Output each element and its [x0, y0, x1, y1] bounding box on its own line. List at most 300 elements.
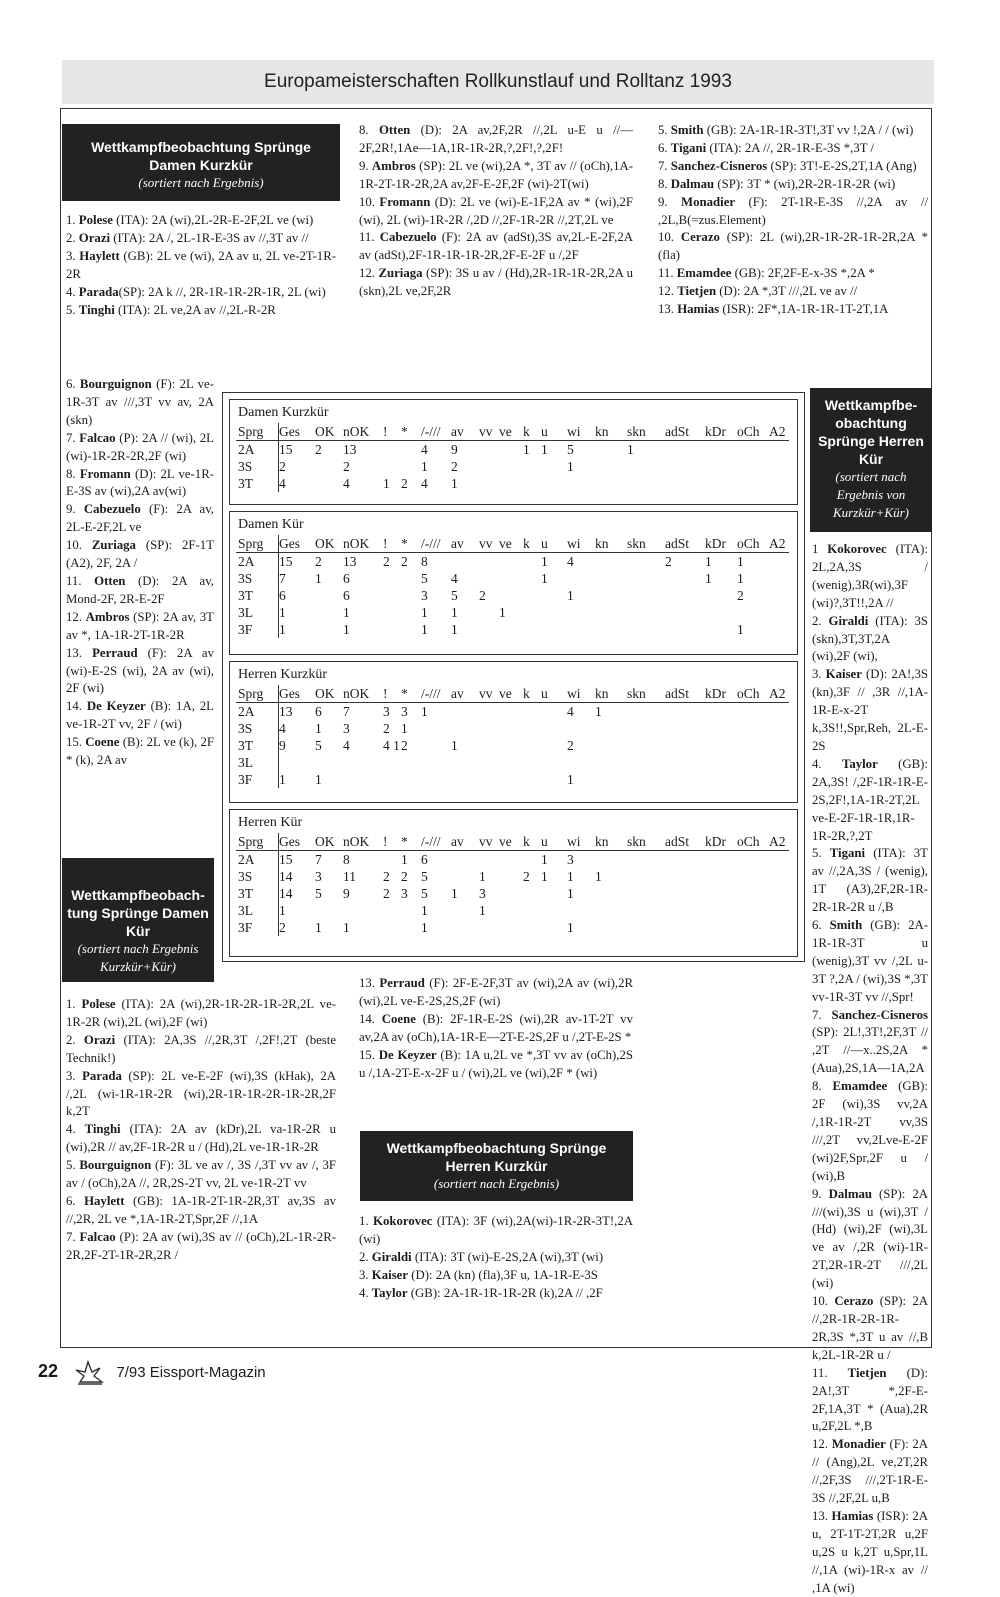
table-cell: 3L: [236, 902, 279, 919]
table-cell: 2A: [236, 851, 279, 869]
result-entry: 11. Tietjen (D): 2A!,3T *,2F-E-2F,1A,3T * (Aua),2R u,2F,2L *,B: [812, 1365, 928, 1434]
box-subtitle: (sortiert nach Ergebnis): [433, 1176, 560, 1191]
table-cell: [665, 587, 705, 604]
table-cell: [627, 604, 665, 621]
table-cell: [401, 604, 421, 621]
table-cell: [627, 737, 665, 754]
table-cell: [401, 754, 421, 771]
table-title: Herren Kurzkür: [238, 667, 328, 682]
table-title: Herren Kür: [238, 815, 303, 830]
column-header: !: [383, 833, 401, 851]
table-cell: 1: [315, 772, 322, 787]
table-cell: [541, 771, 567, 788]
table-cell: [499, 458, 523, 475]
competitor-name: Perraud: [92, 645, 138, 660]
table-cell: [523, 919, 541, 936]
table-cell: [523, 720, 541, 737]
column-header: u: [541, 833, 567, 851]
table-cell: [541, 458, 567, 475]
table-cell: [705, 604, 737, 621]
table-row: [236, 771, 789, 788]
table-cell: [479, 720, 499, 737]
result-entry: 2. Giraldi (ITA): 3S (skn),3T,3T,2A (wi),2F (wi),: [812, 613, 929, 664]
table-cell: 2: [451, 459, 458, 474]
table-cell: [541, 720, 567, 737]
stats-table: [236, 685, 789, 788]
column-header: wi: [567, 685, 595, 703]
table-cell: [627, 771, 665, 788]
competitor-name: Ambros: [85, 609, 130, 624]
table-cell: 13: [343, 442, 357, 457]
table-cell: 2: [343, 459, 350, 474]
table-cell: 2: [523, 869, 530, 884]
competitor-name: Sanchez-Cisneros: [670, 158, 768, 173]
table-cell: [705, 885, 737, 902]
result-entry: 12. Monadier (F): 2A // (Ang),2L ve,2T,2R //,2F,3S ///,2T-1R-E-3S //,2F,2L u,B: [812, 1437, 929, 1506]
competitor-name: Bourguignon: [79, 377, 152, 391]
table-cell: 2: [401, 869, 408, 884]
column-header: nOK: [343, 535, 383, 553]
column-header: *: [401, 685, 421, 703]
table-cell: 1: [279, 903, 286, 918]
column-header: /-///: [421, 535, 451, 553]
table-cell: 1: [383, 476, 390, 491]
table-cell: [421, 771, 451, 788]
competitor-name: Kaiser: [371, 1267, 409, 1282]
column-header: skn: [627, 423, 665, 441]
table-cell: [383, 902, 401, 919]
competitor-name: Haylett: [79, 248, 120, 263]
table-cell: [769, 475, 789, 492]
table-row: [236, 851, 789, 869]
table-cell: [315, 754, 343, 771]
stats-table-block: [229, 399, 798, 505]
result-entry: 9. Dalmau (SP): 2A ///(wi),3S u (wi),3T / (Hd) (wi),2F (wi),3L ve av /,2R (wi)-1R-2T,2R-1R-2T ///,2L (wi): [812, 1186, 928, 1291]
result-entry: 10. Cerazo (SP): 2L (wi),2R-1R-2R-1R-2R,2A * (fla): [658, 230, 928, 263]
table-cell: 1: [567, 772, 574, 787]
table-cell: 3: [315, 869, 322, 884]
col3a: [658, 122, 928, 319]
table-cell: [737, 919, 769, 936]
table-cell: [523, 458, 541, 475]
result-entry: 10. Cerazo (SP): 2A //,2R-1R-2R-1R-2R,3S *,3T u av //,B k,2L-1R-2R u /: [812, 1294, 928, 1362]
table-title: Damen Kurzkür: [238, 405, 329, 420]
competitor-name: Emamdee: [832, 1079, 888, 1094]
table-cell: 3S: [236, 458, 279, 475]
table-cell: [737, 604, 769, 621]
table-cell: [479, 851, 499, 869]
table-cell: [769, 754, 789, 771]
column-header: ve: [499, 685, 523, 703]
table-cell: 3S: [236, 720, 279, 737]
table-cell: [383, 587, 401, 604]
competitor-name: Otten: [378, 123, 411, 137]
column-header: kn: [595, 685, 627, 703]
table-cell: 6: [343, 571, 350, 586]
table-cell: [705, 919, 737, 936]
column-header: av: [451, 833, 479, 851]
result-entry: 5. Smith (GB): 2A-1R-1R-3T!,3T vv !,2A / / (wi): [658, 123, 914, 137]
result-entry: 1 Kokorovec (ITA): 2L,2A,3S / (wenig),3R(wi),3F (wi)?,3T!!,2A //: [812, 542, 928, 610]
table-cell: 2: [279, 459, 286, 474]
table-cell: [627, 868, 665, 885]
table-cell: [541, 902, 567, 919]
table-cell: 3: [479, 886, 486, 901]
table-cell: [705, 621, 737, 638]
result-entry: 6. Smith (GB): 2A-1R-1R-3T u (wenig),3T vv /,2L u-3T ?,2A / (wi),3S *,3T vv-1R-3T vv //,Spr!: [812, 918, 929, 1004]
table-cell: [705, 458, 737, 475]
table-cell: [665, 458, 705, 475]
table-cell: [451, 771, 479, 788]
table-cell: [541, 587, 567, 604]
table-cell: [523, 621, 541, 638]
column-header: nOK: [343, 423, 383, 441]
result-entry: 13. Hamias (ISR): 2F*,1A-1R-1R-1T-2T,1A: [658, 302, 889, 317]
table-cell: 1: [451, 738, 458, 753]
table-cell: 1: [627, 442, 634, 457]
table-cell: 2A: [236, 553, 279, 571]
table-cell: [541, 754, 567, 771]
table-cell: 2: [383, 886, 390, 901]
table-cell: [705, 851, 737, 869]
table-cell: [567, 621, 595, 638]
table-cell: [499, 587, 523, 604]
table-cell: [401, 458, 421, 475]
table-cell: [523, 737, 541, 754]
table-cell: [523, 475, 541, 492]
table-cell: [421, 720, 451, 737]
jump-statistics-panel: [222, 392, 805, 962]
table-cell: [595, 754, 627, 771]
column-header: vv: [479, 833, 499, 851]
table-cell: 6: [421, 852, 428, 867]
result-entry: 11. Otten (D): 2A av, Mond-2F, 2R-E-2F: [66, 573, 214, 606]
table-cell: [479, 570, 499, 587]
table-cell: 3: [401, 704, 408, 719]
table-cell: 3F: [236, 919, 279, 936]
table-cell: [737, 737, 769, 754]
table-cell: [627, 720, 665, 737]
table-cell: 13: [279, 704, 293, 719]
table-cell: 3T: [236, 737, 279, 754]
result-entry: 2. Orazi (ITA): 2A,3S //,2R,3T /,2F!,2T (beste Technik!): [66, 1032, 337, 1065]
table-row: [236, 703, 789, 721]
table-cell: [499, 851, 523, 869]
competitor-name: Orazi: [83, 1032, 116, 1047]
table-cell: 1: [541, 442, 548, 457]
competitor-name: Taylor: [371, 1285, 408, 1300]
table-cell: 1: [451, 622, 458, 637]
column-header: Sprg: [236, 423, 279, 441]
table-cell: [705, 737, 737, 754]
table-cell: [665, 737, 705, 754]
table-cell: [499, 754, 523, 771]
table-cell: 1: [567, 869, 574, 884]
table-cell: [595, 851, 627, 869]
table-cell: [451, 868, 479, 885]
result-entry: 3. Parada (SP): 2L ve-E-2F (wi),3S (kHak), 2A /,2L (wi-1R-1R-2R (wi),2R-1R-1R-2R-1R-2R,2F k,2T: [66, 1068, 337, 1119]
table-cell: [769, 720, 789, 737]
column-header: OK: [315, 833, 343, 851]
column-header: ve: [499, 833, 523, 851]
table-cell: [523, 771, 541, 788]
table-cell: [737, 851, 769, 869]
table-cell: [627, 754, 665, 771]
table-cell: 2: [665, 554, 672, 569]
result-entry: 8. Dalmau (SP): 3T * (wi),2R-2R-1R-2R (wi): [658, 176, 896, 191]
table-cell: [627, 587, 665, 604]
competitor-name: Zuriaga: [378, 266, 423, 281]
table-cell: [769, 771, 789, 788]
table-cell: [705, 754, 737, 771]
table-cell: [479, 771, 499, 788]
result-entry: 5. Tinghi (ITA): 2L ve,2A av //,2L-R-2R: [66, 302, 276, 317]
column-header: av: [451, 423, 479, 441]
table-cell: [479, 475, 499, 492]
result-entry: 4. Taylor (GB): 2A,3S! /,2F-1R-1R-E-2S,2F!,1A-1R-2T,2L ve-E-2F-1R-1R,1R-1R-2R,?,2T: [812, 756, 928, 843]
competitor-name: Hamias: [831, 1508, 874, 1523]
table-row: [236, 754, 789, 771]
table-cell: [523, 604, 541, 621]
table-cell: [315, 604, 343, 621]
column-header: adSt: [665, 685, 705, 703]
table-cell: 15: [279, 852, 293, 867]
table-cell: 1: [315, 571, 322, 586]
competitor-name: Otten: [94, 573, 126, 588]
table-cell: 3: [401, 886, 408, 901]
table-cell: [737, 720, 769, 737]
table-cell: [769, 621, 789, 638]
table-cell: 2A: [236, 441, 279, 459]
box-damen-kurzkuer: [62, 124, 340, 201]
table-cell: 3F: [236, 621, 279, 638]
column-header: A2: [769, 423, 789, 441]
table-cell: 2: [315, 554, 322, 569]
column-header: skn: [627, 535, 665, 553]
table-cell: [479, 703, 499, 721]
column-header: kDr: [705, 535, 737, 553]
table-cell: [595, 570, 627, 587]
column-header: Sprg: [236, 535, 279, 553]
table-row: [236, 458, 789, 475]
competitor-name: Parada: [78, 284, 119, 299]
table-cell: [421, 754, 451, 771]
table-row: [236, 604, 789, 621]
column-header: k: [523, 535, 541, 553]
table-cell: [769, 553, 789, 571]
column-header: A2: [769, 685, 789, 703]
result-entry: 1. Kokorovec (ITA): 3F (wi),2A(wi)-1R-2R-3T!,2A (wi): [359, 1214, 634, 1246]
competitor-name: Falcao: [79, 430, 116, 445]
table-cell: [479, 737, 499, 754]
result-entry: 11. Emamdee (GB): 2F,2F-E-x-3S *,2A *: [658, 266, 875, 281]
table-cell: 3L: [236, 754, 279, 771]
column-header: Ges: [279, 423, 316, 441]
table-cell: 1: [421, 622, 428, 637]
table-cell: 1: [421, 459, 428, 474]
table-cell: 3: [383, 704, 390, 719]
column-header: *: [401, 833, 421, 851]
table-cell: 1: [567, 588, 574, 603]
table-cell: [343, 902, 383, 919]
col2c: [359, 1213, 633, 1303]
column-header: wi: [567, 535, 595, 553]
table-cell: [705, 720, 737, 737]
stats-table: [236, 423, 789, 492]
table-cell: [737, 902, 769, 919]
table-cell: [769, 902, 789, 919]
table-cell: [383, 458, 401, 475]
competitor-name: Falcao: [79, 1229, 116, 1244]
col1b: [66, 376, 214, 770]
column-header: nOK: [343, 833, 383, 851]
column-header: !: [383, 423, 401, 441]
table-cell: [343, 754, 383, 771]
table-cell: 6: [343, 588, 350, 603]
column-header: skn: [627, 685, 665, 703]
column-header: kn: [595, 423, 627, 441]
table-cell: 1: [279, 772, 286, 787]
table-row: [236, 553, 789, 571]
box-herren-kuer: [810, 388, 932, 532]
column-header: !: [383, 685, 401, 703]
table-cell: [541, 885, 567, 902]
table-row: [236, 868, 789, 885]
table-cell: 2A: [236, 703, 279, 721]
table-row: [236, 737, 789, 754]
result-entry: 2. Orazi (ITA): 2A /, 2L-1R-E-3S av //,3T av //: [66, 230, 309, 245]
table-cell: [737, 754, 769, 771]
competitor-name: Orazi: [78, 230, 111, 245]
result-entry: 10. Fromann (D): 2L ve (wi)-E-1F,2A av * (wi),2F (wi), 2L (wi)-1R-2R /,2D //,2F-1R-2R //,2T,2L ve: [359, 194, 633, 227]
table-cell: 15: [279, 442, 293, 457]
competitor-name: Cerazo: [680, 230, 720, 245]
table-cell: [567, 570, 595, 587]
table-cell: [401, 441, 421, 459]
table-row: [236, 475, 789, 492]
column-header: !: [383, 535, 401, 553]
result-entry: 11. Cabezuelo (F): 2A av (adSt),3S av,2L-E-2F,2A av (adSt),2F-1R-1R-1R-2R,2F-E-2F u /,2F: [359, 230, 633, 263]
result-entry: 1. Polese (ITA): 2A (wi),2R-1R-2R-1R-2R,2L ve-1R-2R (wi),2L (wi),2F (wi): [66, 997, 337, 1029]
result-entry: 7. Falcao (P): 2A // (wi), 2L (wi)-1R-2R-2R,2F (wi): [66, 430, 214, 463]
table-cell: 8: [421, 554, 428, 569]
result-entry: 3. Kaiser (D): 2A (kn) (fla),3F u, 1A-1R-E-3S: [359, 1267, 598, 1282]
table-cell: 4: [421, 442, 428, 457]
table-cell: [737, 475, 769, 492]
table-cell: [451, 851, 479, 869]
result-entry: 3. Haylett (GB): 2L ve (wi), 2A av u, 2L ve-2T-1R-2R: [66, 248, 336, 281]
table-cell: 4: [279, 721, 286, 736]
competitor-name: Fromann: [379, 194, 431, 209]
table-cell: 7: [343, 704, 350, 719]
table-cell: [769, 604, 789, 621]
table-cell: [665, 441, 705, 459]
table-cell: 9: [343, 886, 350, 901]
box-subtitle: (sortiert nach Ergebnis Kurzkür+Kür): [77, 941, 199, 974]
table-cell: [769, 570, 789, 587]
table-cell: [665, 604, 705, 621]
column-header: ve: [499, 535, 523, 553]
table-cell: [665, 570, 705, 587]
result-entry: 7. Sanchez-Cisneros (SP): 3T!-E-2S,2T,1A (Ang): [658, 158, 917, 173]
table-cell: [627, 851, 665, 869]
column-header: /-///: [421, 833, 451, 851]
column-header: A2: [769, 535, 789, 553]
column-header: oCh: [737, 685, 769, 703]
table-row: [236, 587, 789, 604]
column-header: k: [523, 685, 541, 703]
table-cell: [451, 720, 479, 737]
column-header: u: [541, 535, 567, 553]
competitor-name: Monadier: [831, 1437, 886, 1452]
table-cell: [665, 919, 705, 936]
table-cell: 11: [343, 869, 356, 884]
table-cell: [499, 553, 523, 571]
table-cell: [769, 919, 789, 936]
table-cell: 2: [567, 738, 574, 753]
table-cell: [567, 475, 595, 492]
table-cell: [451, 703, 479, 721]
table-cell: [595, 771, 627, 788]
table-cell: 1: [421, 704, 428, 719]
table-cell: 3L: [236, 604, 279, 621]
column-header: oCh: [737, 833, 769, 851]
result-entry: 12. Tietjen (D): 2A *,3T ///,2L ve av //: [658, 284, 858, 299]
column-header: vv: [479, 423, 499, 441]
table-cell: 1: [343, 920, 350, 935]
table-cell: 3: [567, 852, 574, 867]
column-header: Ges: [279, 833, 316, 851]
table-cell: [499, 621, 523, 638]
result-entry: 7. Sanchez-Cisneros (SP): 2L!,3T!,2F,3T // ,2T //—x..2S,2A * (Aua),2S,1A—1A,2A: [812, 1007, 928, 1076]
table-cell: [665, 703, 705, 721]
table-cell: [451, 919, 479, 936]
table-cell: [705, 868, 737, 885]
result-entry: 9. Ambros (SP): 2L ve (wi),2A *, 3T av // (oCh),1A-1R-2T-1R-2R,2A av,2F-E-2F,2F (wi)-2T(wi): [359, 158, 633, 191]
table-cell: [567, 902, 595, 919]
column-header: oCh: [737, 423, 769, 441]
table-cell: [705, 902, 737, 919]
table-cell: [705, 441, 737, 459]
table-cell: [665, 621, 705, 638]
table-cell: 7: [279, 571, 286, 586]
table-cell: [383, 851, 401, 869]
table-cell: [499, 737, 523, 754]
table-cell: 2: [737, 588, 744, 603]
column-header: k: [523, 423, 541, 441]
table-cell: 8: [343, 852, 350, 867]
box-title: Wettkampfbeobachtung Sprünge Herren Kurzkür: [386, 1140, 607, 1174]
column-header: A2: [769, 833, 789, 851]
table-cell: [567, 604, 595, 621]
competitor-name: Haylett: [84, 1193, 125, 1208]
table-cell: [523, 902, 541, 919]
result-entry: 13. Perraud (F): 2F-E-2F,3T av (wi),2A av (wi),2R (wi),2L ve-E-2S,2S,2F (wi): [359, 976, 633, 1008]
table-cell: [595, 902, 627, 919]
competitor-name: Cabezuelo: [379, 230, 437, 245]
table-cell: [595, 720, 627, 737]
column-header: OK: [315, 423, 343, 441]
column-header: *: [401, 535, 421, 553]
table-cell: 14: [279, 886, 293, 901]
table-cell: 1: [595, 869, 602, 884]
table-cell: [479, 754, 499, 771]
table-cell: 5: [315, 886, 322, 901]
table-cell: [401, 621, 421, 638]
table-cell: 4: [567, 704, 574, 719]
table-cell: [595, 475, 627, 492]
table-cell: 13: [343, 554, 357, 569]
